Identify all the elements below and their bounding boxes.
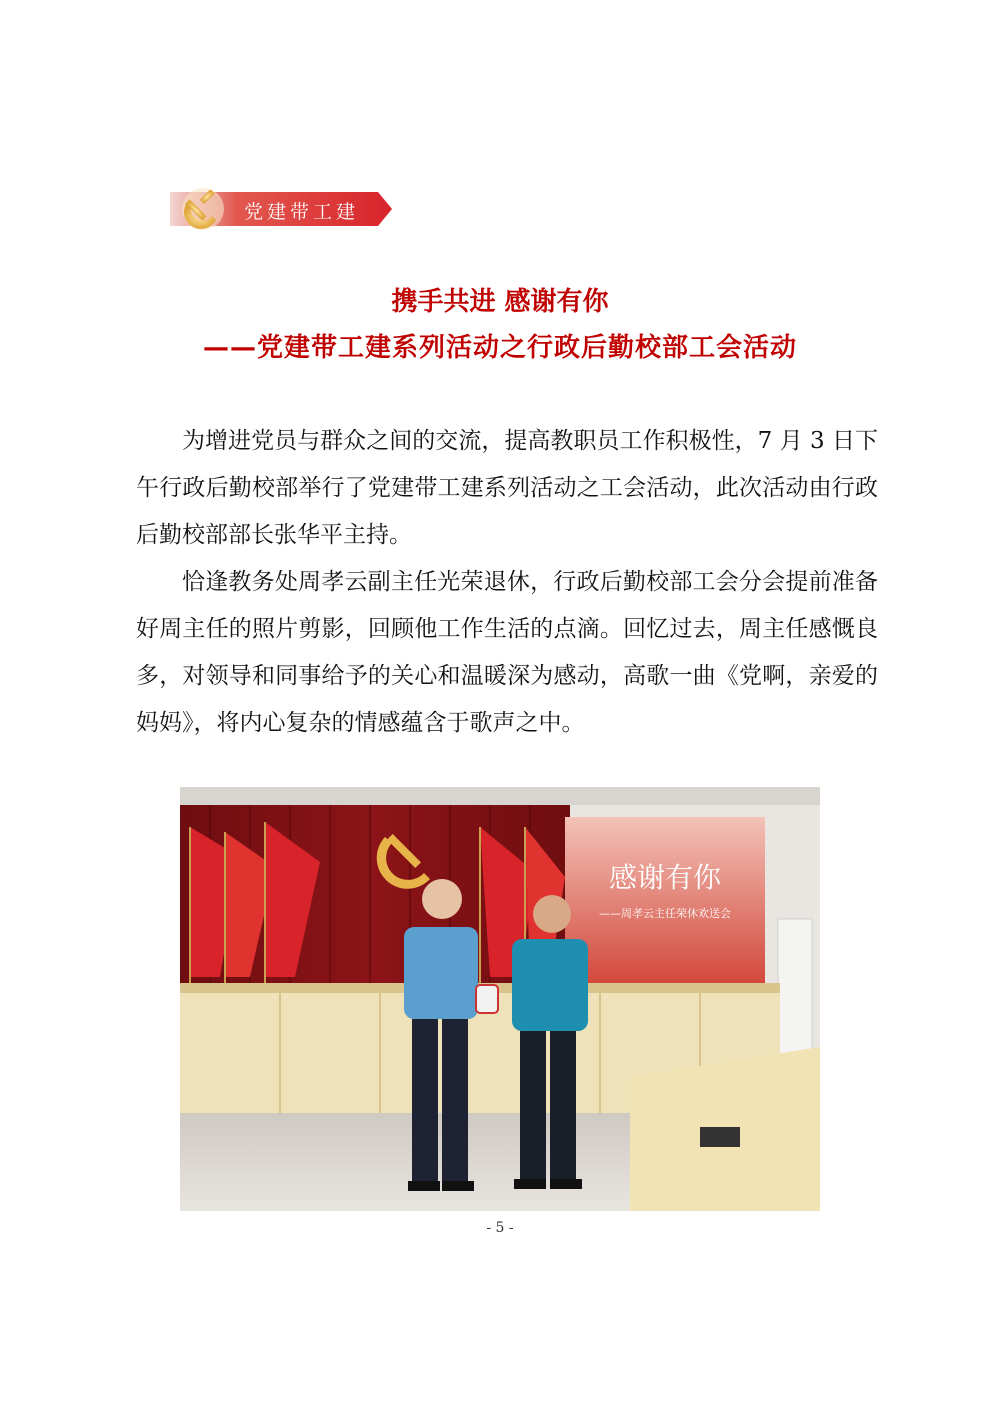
screen-title: 感谢有你	[608, 861, 722, 894]
page-number: - 5 -	[486, 1220, 514, 1236]
section-banner	[160, 186, 392, 232]
paragraph: 为增进党员与群众之间的交流，提高教职员工作积极性，7 月 3 日下午行政后勤校部举行了党建带工建系列活动之工会活动，此次活动由行政后勤校部部长张华平主持。	[136, 428, 878, 548]
projector-screen	[565, 817, 765, 985]
screen-subtitle: ——周孝云主任荣休欢送会	[599, 907, 731, 920]
event-photo	[180, 787, 820, 1211]
article-title: 携手共进 感谢有你	[391, 287, 609, 317]
banner-label: 党建带工建	[244, 201, 360, 223]
paragraph: 恰逢教务处周孝云副主任光荣退休，行政后勤校部工会分会提前准备好周主任的照片剪影，回顾他工作生活的点滴。回忆过去，周主任感慨良多，对领导和同事给予的关心和温暖深为感动，高歌一曲《党啊，亲爱的妈妈》，将内心复杂的情感蕴含于歌声之中。	[136, 569, 878, 736]
hammer-sickle-icon	[182, 188, 224, 230]
article-body	[136, 418, 878, 747]
article-subtitle: ——党建带工建系列活动之行政后勤校部工会活动	[202, 333, 797, 363]
